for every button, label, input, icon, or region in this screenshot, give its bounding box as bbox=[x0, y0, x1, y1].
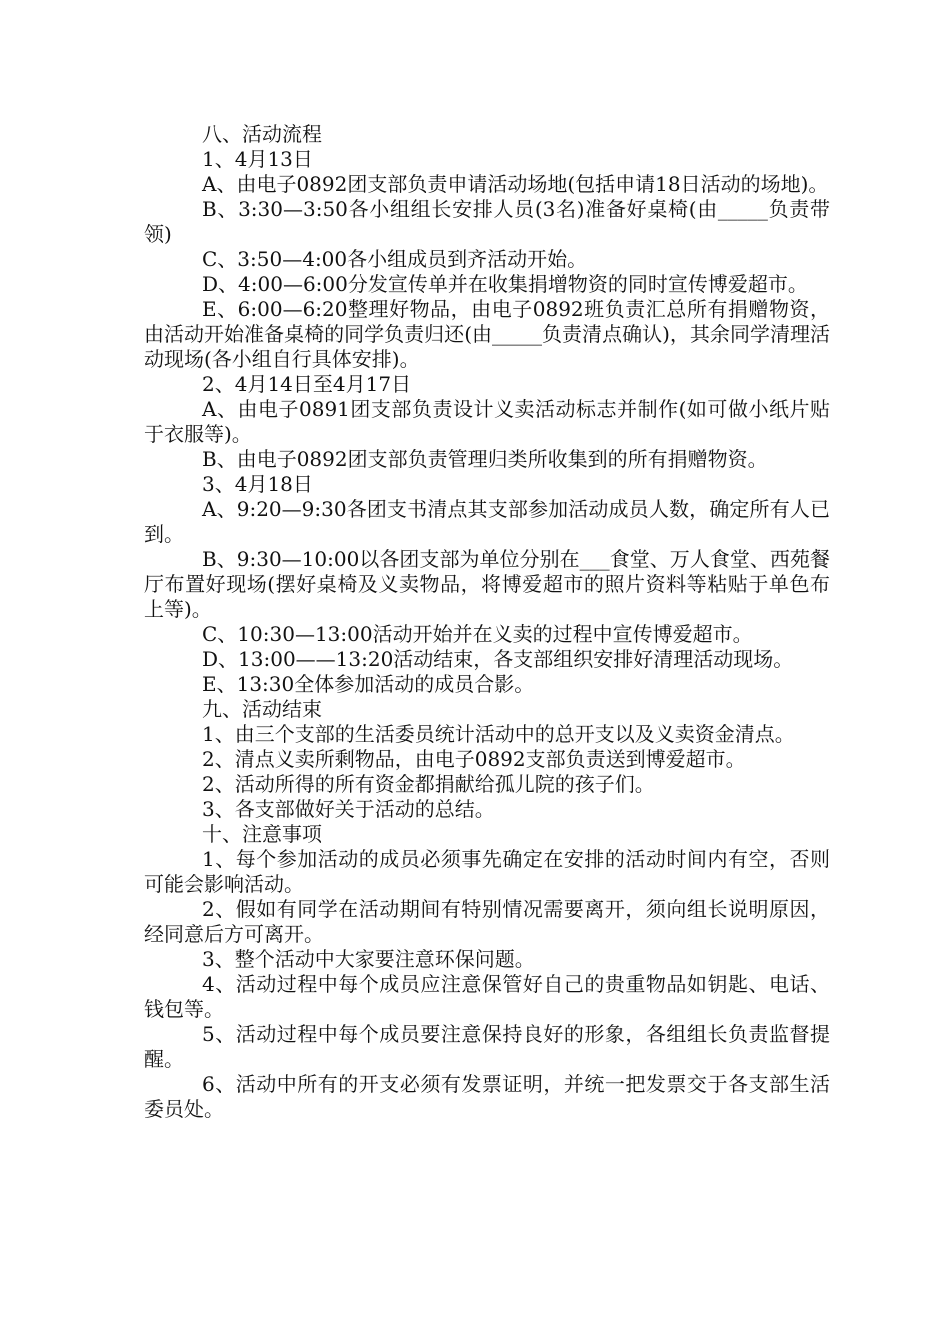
paragraph: C、3:50—4:00各小组成员到齐活动开始。 bbox=[202, 247, 588, 271]
paragraph: 2、活动所得的所有资金都捐献给孤儿院的孩子们。 bbox=[202, 772, 655, 796]
paragraph: D、4:00—6:00分发宣传单并在收集捐增物资的同时宣传博爱超市。 bbox=[202, 272, 808, 296]
paragraph: C、10:30—13:00活动开始并在义卖的过程中宣传博爱超市。 bbox=[202, 622, 753, 646]
paragraph: E、13:30全体参加活动的成员合影。 bbox=[202, 672, 535, 696]
date-heading-apr18: 3、4月18日 bbox=[202, 472, 313, 496]
paragraph: 1、由三个支部的生活委员统计活动中的总开支以及义卖资金清点。 bbox=[202, 722, 795, 746]
paragraph: 2、清点义卖所剩物品，由电子0892支部负责送到博爱超市。 bbox=[202, 747, 746, 771]
section-heading-notes: 十、注意事项 bbox=[202, 822, 322, 846]
section-heading-activity-flow: 八、活动流程 bbox=[202, 122, 322, 146]
paragraph: B、由电子0892团支部负责管理归类所收集到的所有捐赠物资。 bbox=[202, 447, 768, 471]
paragraph: A、9:20—9:30各团支书清点其支部参加活动成员人数，确定所有人已到。 bbox=[144, 497, 830, 546]
date-heading-apr14-17: 2、4月14日至4月17日 bbox=[202, 372, 412, 396]
paragraph: 2、假如有同学在活动期间有特别情况需要离开，须向组长说明原因，经同意后方可离开。 bbox=[144, 897, 830, 946]
section-heading-activity-end: 九、活动结束 bbox=[202, 697, 322, 721]
paragraph: B、3:30—3:50各小组组长安排人员(3名)准备好桌椅(由_____负责带领) bbox=[144, 197, 830, 246]
paragraph: 1、每个参加活动的成员必须事先确定在安排的活动时间内有空，否则可能会影响活动。 bbox=[144, 847, 830, 896]
paragraph: 5、活动过程中每个成员要注意保持良好的形象，各组组长负责监督提醒。 bbox=[144, 1022, 830, 1071]
date-heading-apr13: 1、4月13日 bbox=[202, 147, 313, 171]
paragraph: A、由电子0891团支部负责设计义卖活动标志并制作(如可做小纸片贴于衣服等)。 bbox=[144, 397, 830, 446]
paragraph: E、6:00—6:20整理好物品，由电子0892班负责汇总所有捐赠物资，由活动开始准备桌椅的同学负责归还(由_____负责清点确认)，其余同学清理活动现场(各小组自行具体安排)。 bbox=[144, 297, 830, 371]
paragraph: 3、各支部做好关于活动的总结。 bbox=[202, 797, 495, 821]
paragraph: A、由电子0892团支部负责申请活动场地(包括申请18日活动的场地)。 bbox=[202, 172, 829, 196]
paragraph: 3、整个活动中大家要注意环保问题。 bbox=[202, 947, 535, 971]
paragraph: B、9:30—10:00以各团支部为单位分别在___食堂、万人食堂、西苑餐厅布置好现场(摆好桌椅及义卖物品，将博爱超市的照片资料等粘贴于单色布上等)。 bbox=[144, 547, 830, 621]
paragraph: 6、活动中所有的开支必须有发票证明，并统一把发票交于各支部生活委员处。 bbox=[144, 1072, 830, 1121]
paragraph: 4、活动过程中每个成员应注意保管好自己的贵重物品如钥匙、电话、钱包等。 bbox=[144, 972, 830, 1021]
paragraph: D、13:00——13:20活动结束，各支部组织安排好清理活动现场。 bbox=[202, 647, 794, 671]
